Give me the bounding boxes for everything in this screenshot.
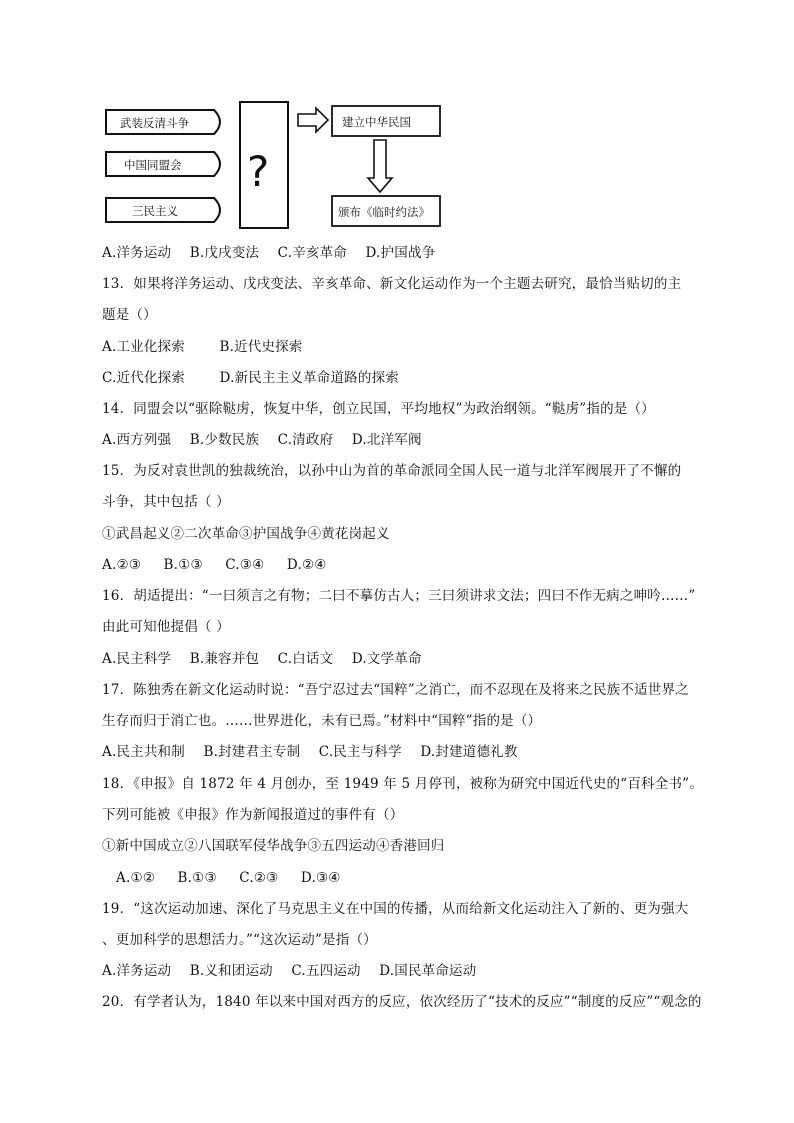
q18-stem-line1: 18．《申报》自 1872 年 4 月创办，至 1949 年 5 月停刊，被称为研究中国近代史的“百科全书”。 xyxy=(102,776,703,792)
q15-stem-line1: 15．为反对袁世凯的独裁统治，以孙中山为首的革命派同全国人民一道与北洋军阀展开了不懈的 xyxy=(102,463,682,479)
q18-option-d[interactable]: D.③④ xyxy=(300,870,341,886)
center-question-box xyxy=(240,102,288,228)
q13-option-a[interactable]: A.工业化探索 xyxy=(102,339,185,355)
history-flow-diagram xyxy=(102,100,442,230)
q15-option-b[interactable]: B.①③ xyxy=(163,557,203,573)
q14-option-a[interactable]: A.西方列强 xyxy=(102,432,172,448)
left-box-armed-struggle xyxy=(106,110,220,134)
left-box-tongmenghui xyxy=(106,152,220,176)
q14-option-b[interactable]: B.少数民族 xyxy=(189,432,260,448)
q18-option-b[interactable]: B.①③ xyxy=(177,870,217,886)
q15-items: ①武昌起义②二次革命③护国战争④黄花岗起义 xyxy=(102,526,390,542)
q14-stem: 14．同盟会以“驱除鞑虏，恢复中华，创立民国，平均地权”为政治纲领。“鞑虏”指的是（） xyxy=(102,401,655,417)
q15-option-d[interactable]: D.②④ xyxy=(286,557,327,573)
q17-options xyxy=(102,743,532,761)
q14-options xyxy=(102,431,436,449)
q13-stem-line2: 题是（） xyxy=(102,307,157,323)
q17-stem-line2: 生存而归于消亡也。……世界进化，未有已焉。”材料中“国粹”指的是（） xyxy=(102,713,542,729)
q19-stem-line1: 19．“这次运动加速、深化了马克思主义在中国的传播，从而给新文化运动注入了新的、更为强大 xyxy=(102,901,689,917)
right-box-establish-roc xyxy=(332,106,440,136)
q16-stem-line1: 16．胡适提出：“一曰须言之有物；二曰不摹仿古人；三曰须讲求文法；四曰不作无病之呻吟……” xyxy=(102,588,696,604)
q12-option-a[interactable]: A.洋务运动 xyxy=(102,245,172,261)
q14-option-d[interactable]: D.北洋军阀 xyxy=(351,432,422,448)
q18-items: ①新中国成立②八国联军侵华战争③五四运动④香港回归 xyxy=(102,838,445,854)
down-arrow-icon xyxy=(368,140,392,192)
q19-option-d[interactable]: D.国民革命运动 xyxy=(379,963,477,979)
q13-option-d[interactable]: D.新民主主义革命道路的探索 xyxy=(219,370,399,386)
q17-option-d[interactable]: D.封建道德礼教 xyxy=(420,744,518,760)
q19-stem-line2: 、更加科学的思想活力。”“这次运动”是指（） xyxy=(102,932,377,948)
left-box-three-principles xyxy=(106,198,220,222)
q18-options xyxy=(116,869,355,887)
q16-options xyxy=(102,650,436,668)
q19-option-b[interactable]: B.义和团运动 xyxy=(189,963,273,979)
q17-option-b[interactable]: B.封建君主专制 xyxy=(203,744,301,760)
q18-option-c[interactable]: C.②③ xyxy=(239,870,279,886)
q13-options-row1 xyxy=(102,338,317,356)
q19-options xyxy=(102,962,490,980)
q12-option-c[interactable]: C.辛亥革命 xyxy=(277,245,348,261)
q13-stem-line1: 13．如果将洋务运动、戊戌变法、辛亥革命、新文化运动作为一个主题去研究，最恰当贴切的主 xyxy=(102,276,682,292)
left-box-1-label: 武装反清斗争 xyxy=(120,116,189,130)
q17-stem-line1: 17．陈独秀在新文化运动时说：“吾宁忍过去“国粹”之消亡，而不忍现在及将来之民族不适世界之 xyxy=(102,682,689,698)
q13-options-row2 xyxy=(102,369,413,387)
q16-option-b[interactable]: B.兼容并包 xyxy=(189,651,260,667)
q16-option-c[interactable]: C.白话文 xyxy=(277,651,334,667)
center-question-mark: ? xyxy=(247,147,270,196)
q19-option-a[interactable]: A.洋务运动 xyxy=(102,963,172,979)
q15-options xyxy=(102,556,341,574)
q13-option-b[interactable]: B.近代史探索 xyxy=(219,339,303,355)
q17-option-c[interactable]: C.民主与科学 xyxy=(318,744,402,760)
right-box-provisional-constitution xyxy=(332,196,440,226)
q13-option-c[interactable]: C.近代化探索 xyxy=(102,370,186,386)
diagram-svg xyxy=(102,100,442,230)
q16-option-d[interactable]: D.文学革命 xyxy=(351,651,422,667)
q12-options xyxy=(102,244,449,262)
q19-option-c[interactable]: C.五四运动 xyxy=(291,963,361,979)
left-box-3-label: 三民主义 xyxy=(132,204,178,218)
q17-option-a[interactable]: A.民主共和制 xyxy=(102,744,185,760)
left-box-2-label: 中国同盟会 xyxy=(124,158,182,172)
q18-stem-line2: 下列可能被《申报》作为新闻报道过的事件有（） xyxy=(102,807,404,823)
right-bottom-label: 颁布《临时约法》 xyxy=(338,205,430,219)
q18-option-a[interactable]: A.①② xyxy=(116,870,156,886)
q14-option-c[interactable]: C.清政府 xyxy=(277,432,334,448)
q16-stem-line2: 由此可知他提倡（ ） xyxy=(102,619,230,635)
right-top-label: 建立中华民国 xyxy=(342,115,411,129)
q12-option-d[interactable]: D.护国战争 xyxy=(365,245,436,261)
right-arrow-icon xyxy=(298,108,328,132)
q16-option-a[interactable]: A.民主科学 xyxy=(102,651,172,667)
q12-option-b[interactable]: B.戊戌变法 xyxy=(189,245,260,261)
q15-option-a[interactable]: A.②③ xyxy=(102,557,142,573)
q15-option-c[interactable]: C.③④ xyxy=(225,557,265,573)
q15-stem-line2: 斗争，其中包括（ ） xyxy=(102,494,230,510)
q20-stem-line1: 20．有学者认为，1840 年以来中国对西方的反应，依次经历了“技术的反应”“制度的反应”“观念的 xyxy=(102,994,702,1010)
